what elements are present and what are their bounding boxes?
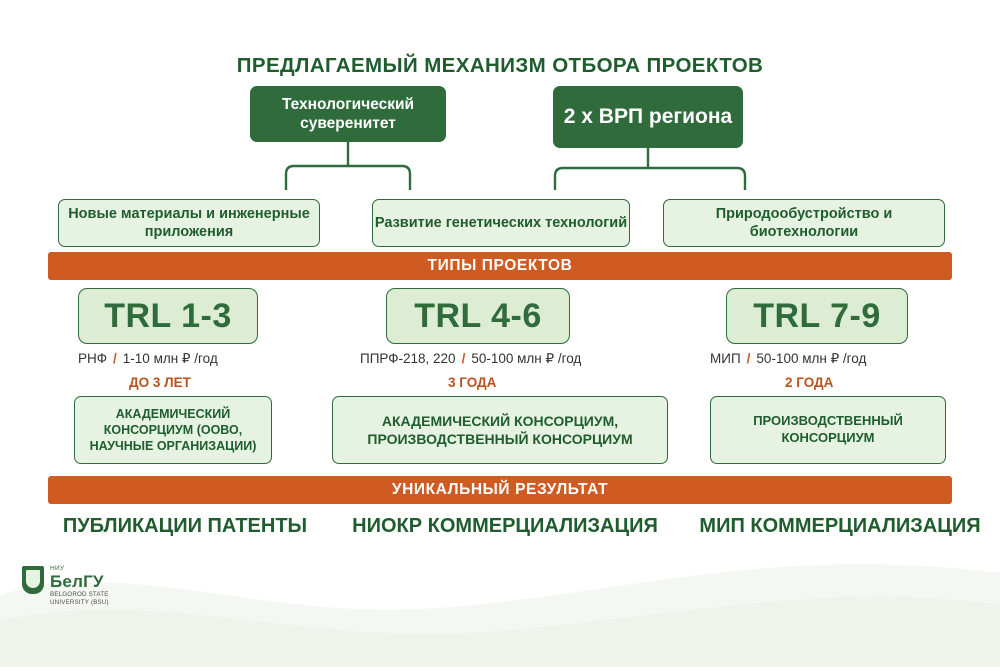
consortium-box-column-3[interactable]: ПРОИЗВОДСТВЕННЫЙ КОНСОРЦИУМ xyxy=(710,396,946,464)
direction-box-materials[interactable]: Новые материалы и инженерные приложения xyxy=(58,199,320,247)
background-wave xyxy=(0,517,1000,667)
outcome-column-2: НИОКР КОММЕРЦИАЛИЗАЦИЯ xyxy=(352,515,658,537)
funding-separator-1: / xyxy=(113,351,117,366)
consortium-box-column-2[interactable]: АКАДЕМИЧЕСКИЙ КОНСОРЦИУМ, ПРОИЗВОДСТВЕННЫЙ КОНСОРЦИУМ xyxy=(332,396,668,464)
shield-icon xyxy=(22,566,44,594)
term-column-3: 2 ГОДА xyxy=(785,375,834,390)
funding-line-column-1 xyxy=(78,351,218,367)
trl-box-1-3[interactable]: TRL 1-3 xyxy=(78,288,258,344)
band-unique-result: УНИКАЛЬНЫЙ РЕЗУЛЬТАТ xyxy=(48,476,952,504)
funding-line-column-3 xyxy=(710,351,866,367)
direction-box-biotech[interactable]: Природообустройство и биотехнологии xyxy=(663,199,945,247)
funding-line-column-2 xyxy=(360,351,581,367)
funding-amount-3: 50-100 млн ₽ /год xyxy=(756,351,867,366)
outcome-column-1: ПУБЛИКАЦИИ ПАТЕНТЫ xyxy=(62,515,308,537)
trl-box-7-9[interactable]: TRL 7-9 xyxy=(726,288,908,344)
logo-sub-label-line1: BELGOROD STATE xyxy=(50,590,109,598)
funding-source-1: РНФ xyxy=(78,351,108,366)
logo-pre-label: НИУ xyxy=(50,565,65,572)
consortium-box-column-1[interactable]: АКАДЕМИЧЕСКИЙ КОНСОРЦИУМ (ООВО, НАУЧНЫЕ ОРГАНИЗАЦИИ) xyxy=(74,396,272,464)
term-column-2: 3 ГОДА xyxy=(448,375,497,390)
direction-box-genetics[interactable]: Развитие генетических технологий xyxy=(372,199,630,247)
goal-box-tech-sovereignty[interactable]: Технологический суверенитет xyxy=(250,86,446,142)
logo-main-label: БелГУ xyxy=(50,571,104,591)
university-logo xyxy=(22,566,109,606)
page-title: ПРЕДЛАГАЕМЫЙ МЕХАНИЗМ ОТБОРА ПРОЕКТОВ xyxy=(236,54,764,77)
goal-box-grp-x2[interactable]: 2 х ВРП региона xyxy=(553,86,743,148)
logo-text-block xyxy=(50,566,109,606)
funding-separator-2: / xyxy=(461,351,466,366)
trl-box-4-6[interactable]: TRL 4-6 xyxy=(386,288,570,344)
funding-amount-2: 50-100 млн ₽ /год xyxy=(471,351,582,366)
term-column-1: ДО 3 ЛЕТ xyxy=(129,375,191,390)
funding-source-3: МИП xyxy=(710,351,741,366)
logo-sub-label-line2: UNIVERSITY (BSU) xyxy=(50,598,109,606)
band-project-types: ТИПЫ ПРОЕКТОВ xyxy=(48,252,952,280)
outcome-column-3: МИП КОММЕРЦИАЛИЗАЦИЯ xyxy=(699,515,981,537)
funding-amount-1: 1-10 млн ₽ /год xyxy=(122,351,218,366)
funding-separator-3: / xyxy=(746,351,751,366)
funding-source-2: ППРФ-218, 220 xyxy=(360,351,456,366)
